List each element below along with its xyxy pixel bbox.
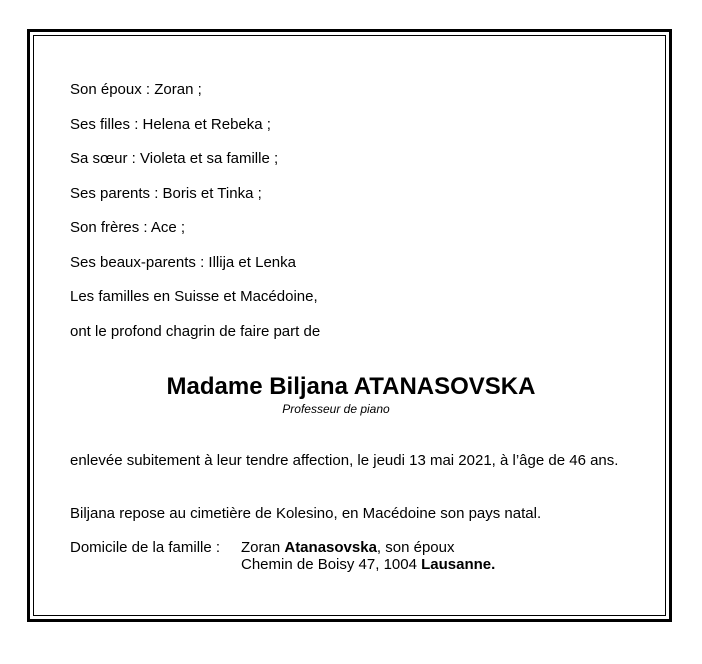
family-line-spouse: Son époux : Zoran ;: [70, 81, 202, 98]
domicile-surname: Atanasovska: [284, 539, 377, 556]
announcement-text: enlevée subitement à leur tendre affection, le jeudi 13 mai 2021, à l’âge de 46 ans.: [70, 452, 619, 469]
family-line-daughters: Ses filles : Helena et Rebeka ;: [70, 116, 271, 133]
family-line-in-laws: Ses beaux-parents : Illija et Lenka: [70, 254, 296, 271]
family-line-announce: ont le profond chagrin de faire part de: [70, 323, 321, 340]
deceased-name: Madame Biljana ATANASOVSKA: [166, 373, 536, 400]
domicile-address-line-1: [241, 539, 454, 557]
domicile-street: Chemin de Boisy 47, 1004: [241, 556, 417, 573]
domicile-city: Lausanne.: [421, 556, 496, 573]
domicile-address-line-2: [241, 556, 495, 574]
family-line-parents: Ses parents : Boris et Tinka ;: [70, 185, 262, 202]
domicile-label: Domicile de la famille :: [70, 539, 221, 556]
domicile-first-name: Zoran: [241, 539, 281, 556]
family-line-sister: Sa sœur : Violeta et sa famille ;: [70, 150, 279, 167]
domicile-relation: , son époux: [376, 539, 455, 556]
family-line-brother: Son frères : Ace ;: [70, 219, 186, 236]
family-line-families: Les familles en Suisse et Macédoine,: [70, 288, 318, 305]
burial-text: Biljana repose au cimetière de Kolesino, en Macédoine son pays natal.: [70, 505, 542, 522]
deceased-title: Professeur de piano: [282, 402, 390, 416]
